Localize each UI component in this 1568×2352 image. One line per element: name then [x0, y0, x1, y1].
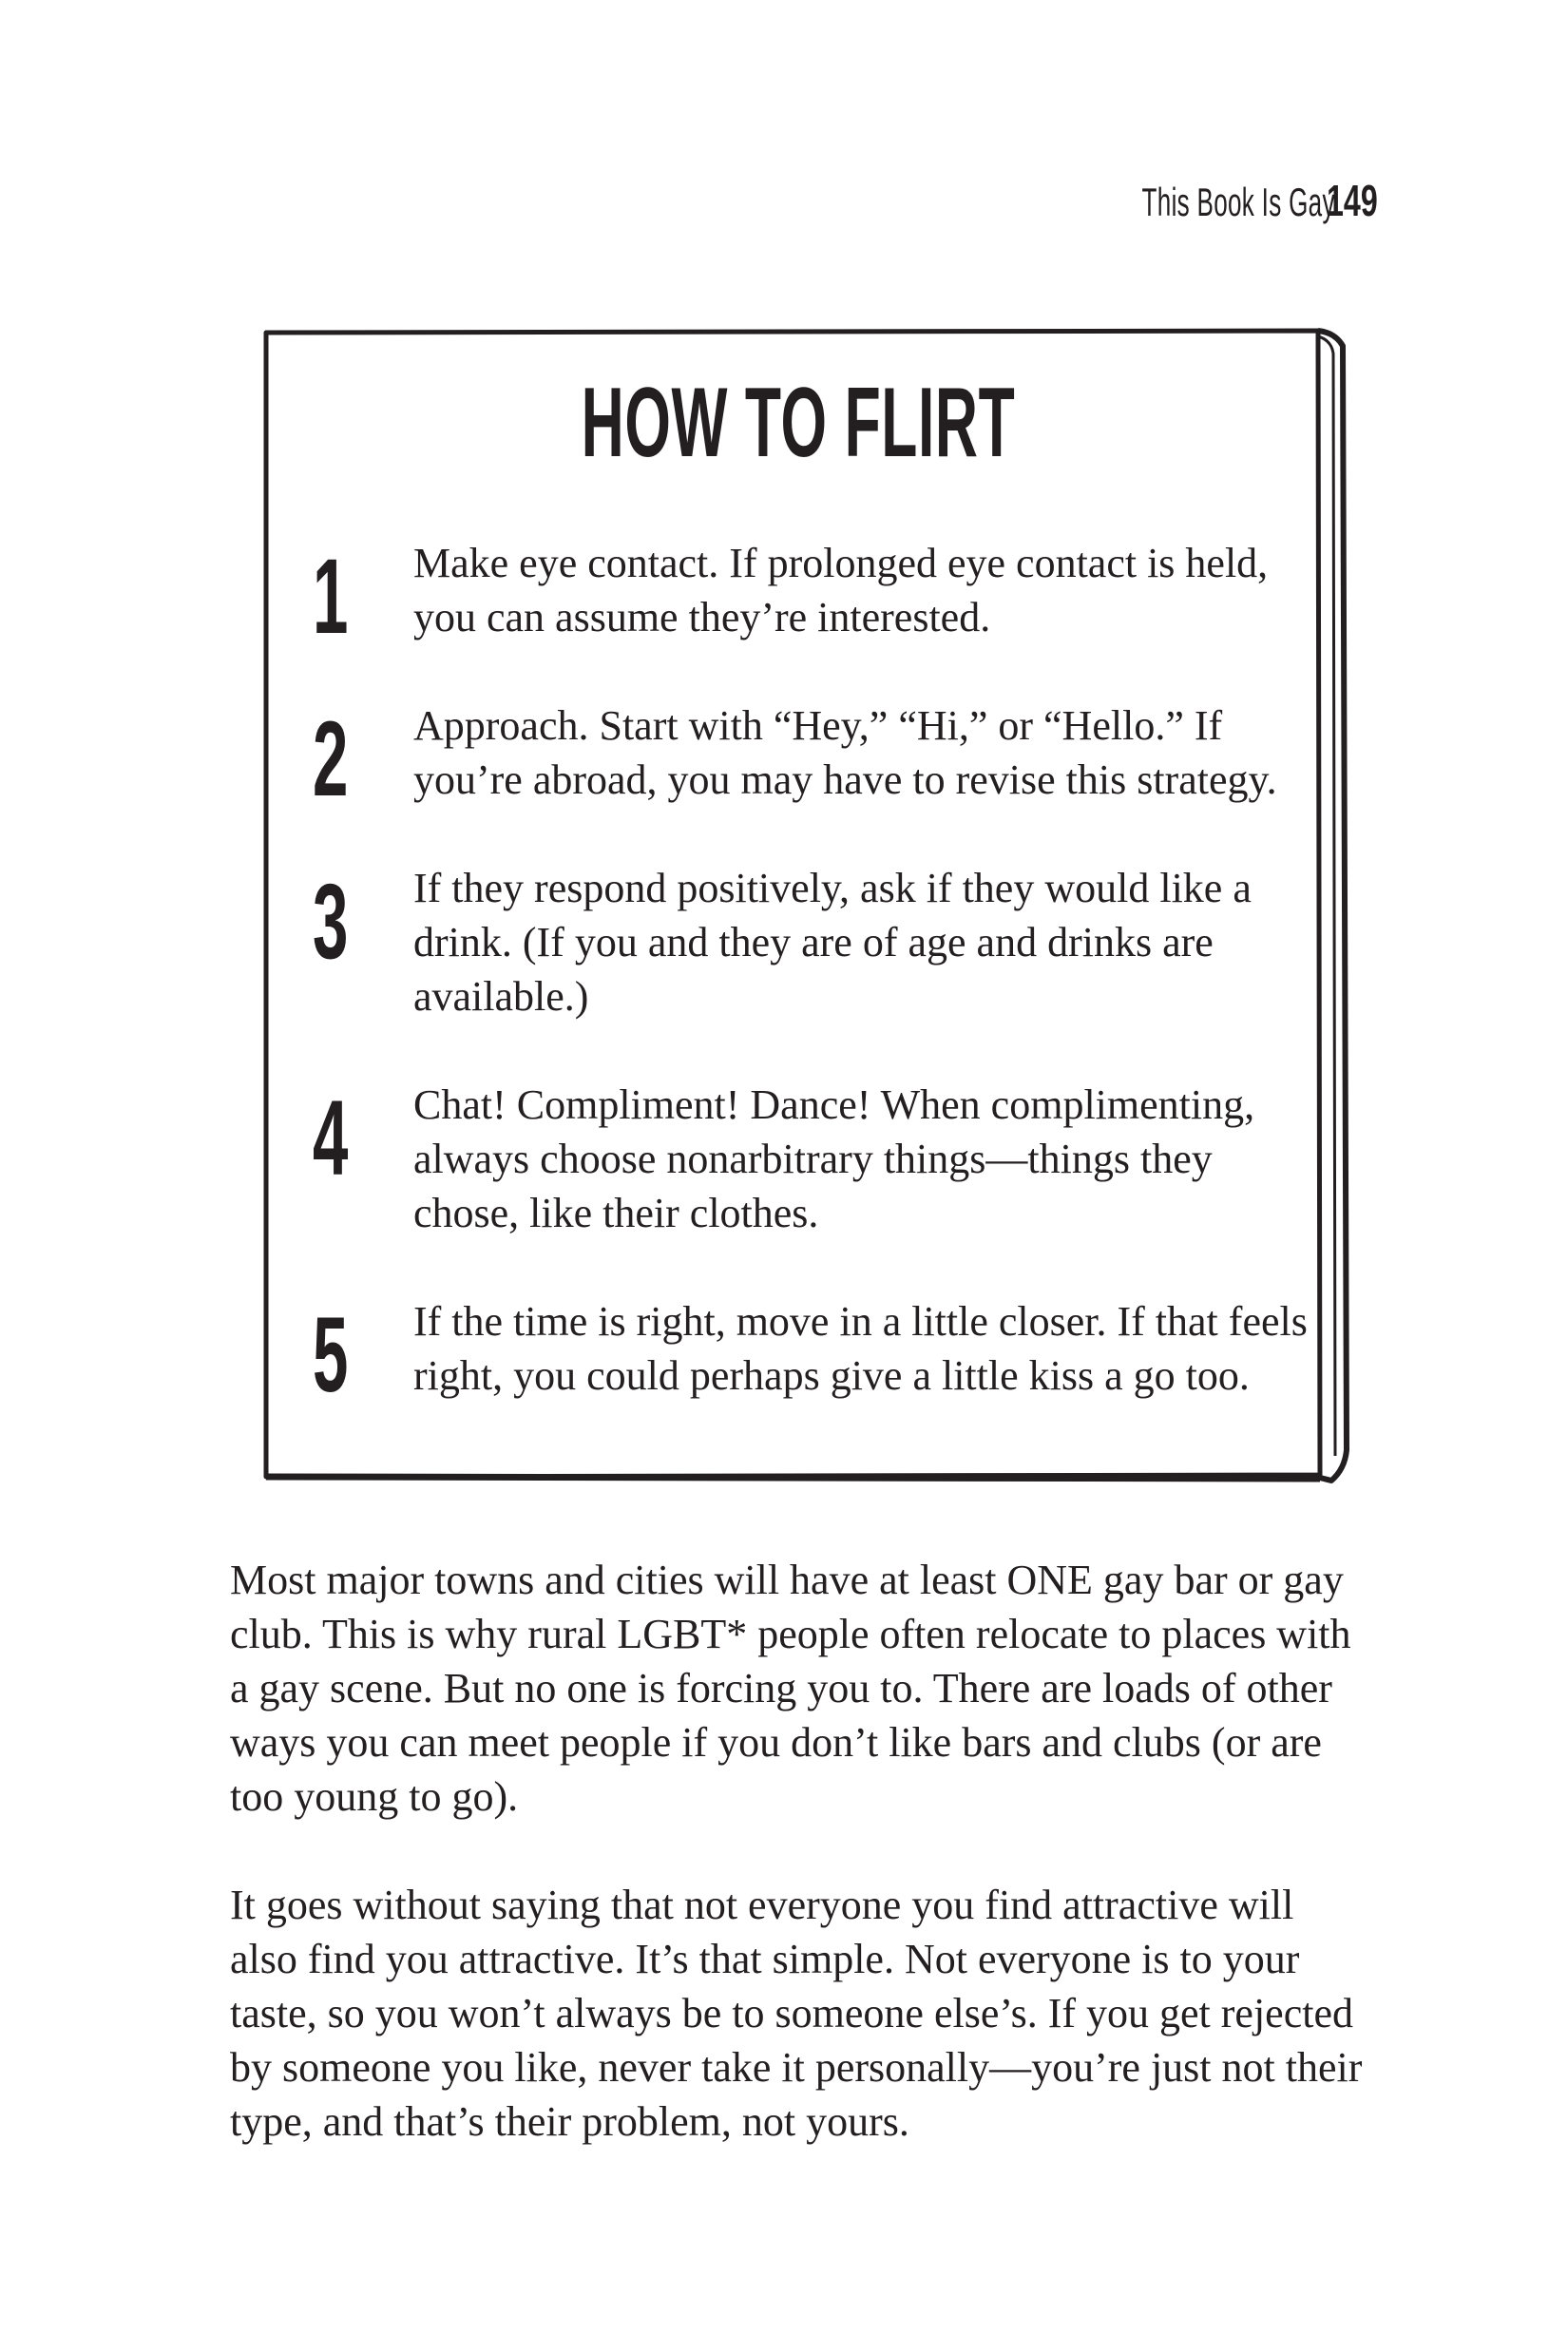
running-head [1023, 175, 1378, 232]
box-title: HOW TO FLIRT [581, 368, 1016, 478]
step-number: 3 [313, 862, 349, 981]
running-head-title: This Book Is Gay [1142, 180, 1336, 224]
step-text: If the time is right, move in a little closer. If that feels right, you could perhaps give a little kiss a go too. [413, 1298, 1308, 1399]
step-number: 4 [313, 1079, 349, 1197]
how-to-flirt-box [263, 329, 1333, 1477]
step-text: Approach. Start with “Hey,” “Hi,” or “Hello.” If you’re abroad, you may have to revise this strategy. [413, 702, 1277, 803]
step-number: 5 [313, 1295, 349, 1414]
step-text: If they respond positively, ask if they would like a drink. (If you and they are of age and drinks are available.) [413, 865, 1252, 1020]
body-paragraph: It goes without saying that not everyone you find attractive will also find you attractive. It’s that simple. Not everyone is to your taste, so you won’t always be to someone else’s. If you get rejected by someone you like, never take it personally—you’re just not their type, and that’s their problem, not yours. [230, 1882, 1363, 2145]
step-number: 2 [313, 699, 349, 818]
step-text: Chat! Compliment! Dance! When complimenting, always choose nonarbitrary things—things they chose, like their clothes. [413, 1081, 1255, 1236]
page-number: 149 [1327, 176, 1378, 225]
body-paragraph: Most major towns and cities will have at least ONE gay bar or gay club. This is why rural LGBT* people often relocate to places with a gay scene. But no one is forcing you to. There are loads of other ways you can meet people if you don’t like bars and clubs (or are too young to go). [230, 1557, 1351, 1820]
step-text: Make eye contact. If prolonged eye contact is held, you can assume they’re interested. [413, 540, 1269, 641]
step-number: 1 [313, 537, 349, 656]
